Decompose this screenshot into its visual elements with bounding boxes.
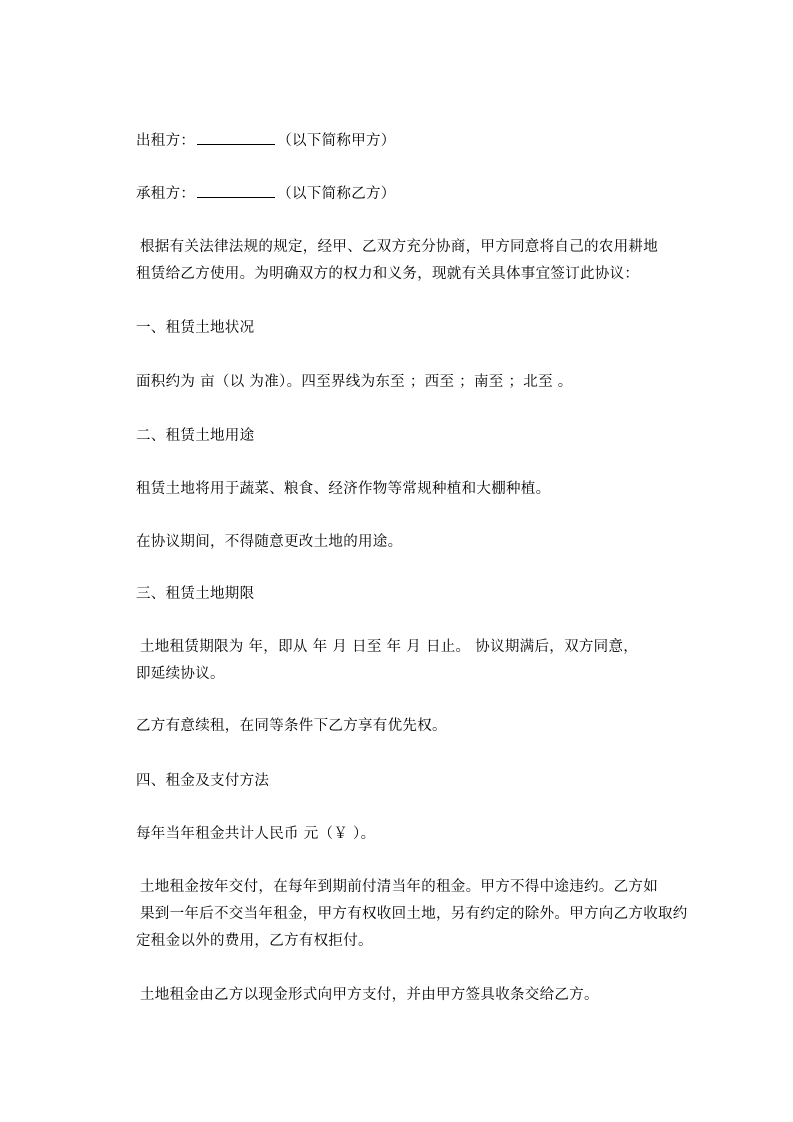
intro-line-1: 根据有关法律法规的规定，经甲、乙双方充分协商，甲方同意将自己的农用耕地: [140, 239, 658, 255]
section-4-body-1: 每年当年租金共计人民币 元（￥ ）。: [136, 826, 376, 842]
section-2-title: 二、租赁土地用途: [136, 428, 255, 444]
section-4-body-2-line-3: 定租金以外的费用，乙方有权拒付。: [136, 933, 373, 949]
section-4-body-3: 土地租金由乙方以现金形式向甲方支付，并由甲方签具收条交给乙方。: [140, 987, 599, 1003]
section-3-body-1-line-1: 土地租赁期限为 年，即从 年 月 日至 年 月 日止。 协议期满后，双方同意，: [140, 639, 639, 655]
section-2-body-2: 在协议期间，不得随意更改土地的用途。: [136, 534, 403, 550]
section-3-title: 三、租赁土地期限: [136, 586, 255, 602]
intro-line-2: 租赁给乙方使用。为明确双方的权力和义务，现就有关具体事宜签订此协议：: [136, 266, 640, 282]
section-1-title: 一、租赁土地状况: [136, 320, 255, 336]
lessee-line: [136, 184, 396, 204]
lessee-suffix: （以下简称乙方）: [277, 186, 396, 202]
section-4-title: 四、租金及支付方法: [136, 773, 270, 789]
lessor-suffix: （以下简称甲方）: [277, 133, 396, 149]
lessor-label: 出租方：: [136, 133, 196, 149]
lessee-label: 承租方：: [136, 186, 196, 202]
lessor-name-blank: [197, 132, 275, 145]
section-3-body-1-line-2: 即延续协议。: [136, 666, 225, 682]
section-4-body-2-line-2: 果到一年后不交当年租金，甲方有权收回土地，另有约定的除外。甲方向乙方收取约: [140, 906, 688, 922]
section-3-body-2: 乙方有意续租，在同等条件下乙方享有优先权。: [136, 718, 447, 734]
section-1-body: 面积约为 亩（以 为准）。四至界线为东至 ；西至 ；南至 ；北至 。: [136, 374, 573, 390]
section-4-body-2-line-1: 土地租金按年交付，在每年到期前付清当年的租金。甲方不得中途违约。乙方如: [140, 879, 658, 895]
lessor-line: [136, 131, 396, 151]
lessee-name-blank: [197, 185, 275, 198]
section-2-body-1: 租赁土地将用于蔬菜、粮食、经济作物等常规种植和大棚种植。: [136, 481, 551, 497]
